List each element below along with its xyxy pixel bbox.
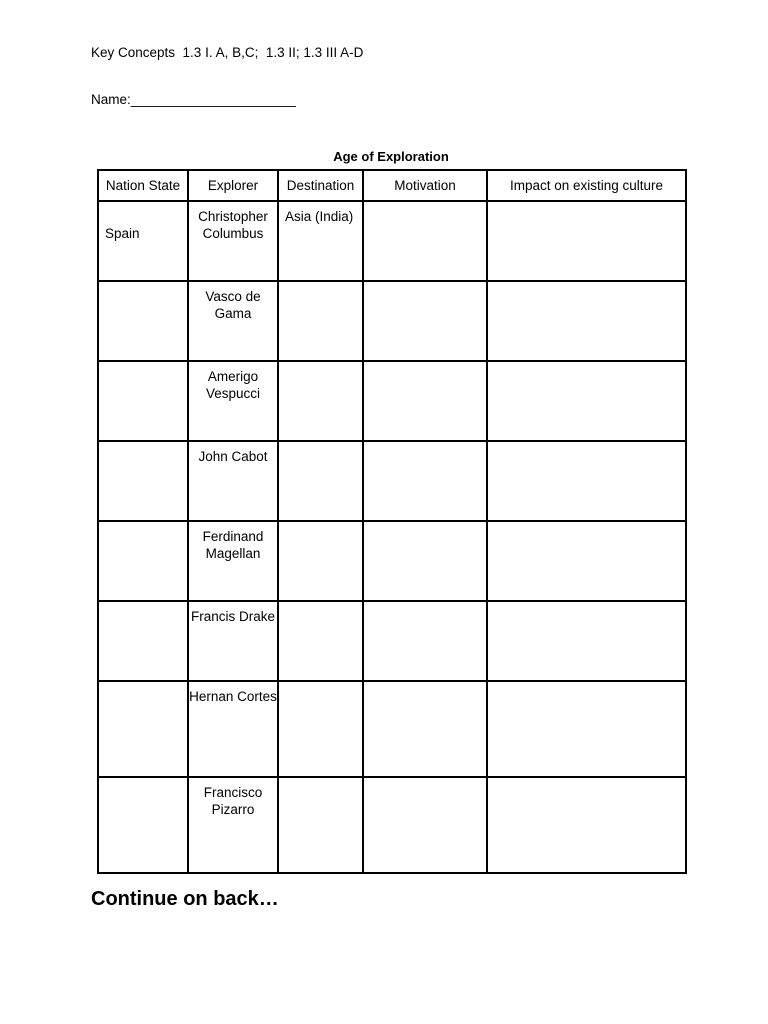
- motivation-cell: [363, 601, 487, 681]
- explorer-cell: [188, 601, 278, 681]
- destination-cell: [278, 601, 363, 681]
- column-header-motivation: Motivation: [363, 170, 487, 201]
- nation-state-cell: [98, 681, 188, 777]
- table-row: [98, 681, 686, 777]
- explorer-cell: [188, 361, 278, 441]
- nation-state-cell: [98, 777, 188, 873]
- nation-state-cell: [98, 521, 188, 601]
- explorer-name: Vasco de Gama: [205, 289, 261, 321]
- destination-cell: [278, 281, 363, 361]
- explorer-cell: [188, 681, 278, 777]
- exploration-table: [97, 169, 687, 874]
- explorer-cell: [188, 441, 278, 521]
- column-header-impact: Impact on existing culture: [487, 170, 686, 201]
- impact-cell: [487, 521, 686, 601]
- table-row: [98, 281, 686, 361]
- destination-text: Asia (India): [285, 209, 354, 224]
- impact-cell: [487, 441, 686, 521]
- destination-cell: [278, 201, 363, 281]
- impact-cell: [487, 361, 686, 441]
- explorer-name: Ferdinand Magellan: [202, 529, 264, 561]
- table-row: [98, 601, 686, 681]
- explorer-cell: [188, 201, 278, 281]
- explorer-name: Amerigo Vespucci: [205, 369, 261, 401]
- nation-state-text: Spain: [105, 226, 140, 241]
- motivation-cell: [363, 777, 487, 873]
- motivation-cell: [363, 201, 487, 281]
- nation-state-cell: [98, 441, 188, 521]
- impact-cell: [487, 777, 686, 873]
- explorer-cell: [188, 281, 278, 361]
- key-concepts-line: Key Concepts 1.3 I. A, B,C; 1.3 II; 1.3 III A-D: [91, 45, 364, 60]
- nation-state-cell: [98, 281, 188, 361]
- destination-cell: [278, 521, 363, 601]
- continue-on-back-note: Continue on back…: [91, 888, 279, 910]
- explorer-cell: [188, 777, 278, 873]
- destination-cell: [278, 777, 363, 873]
- nation-state-cell: [98, 601, 188, 681]
- table-header-row: [98, 170, 686, 201]
- column-header-destination: Destination: [278, 170, 363, 201]
- table-row: [98, 441, 686, 521]
- table-row: [98, 201, 686, 281]
- table-row: [98, 521, 686, 601]
- impact-cell: [487, 201, 686, 281]
- table-title: Age of Exploration: [333, 149, 449, 164]
- motivation-cell: [363, 681, 487, 777]
- explorer-cell: [188, 521, 278, 601]
- table-row: [98, 361, 686, 441]
- motivation-cell: [363, 441, 487, 521]
- impact-cell: [487, 281, 686, 361]
- explorer-name: Francisco Pizarro: [203, 785, 263, 817]
- table-row: [98, 777, 686, 873]
- explorer-name: Francis Drake: [190, 609, 276, 624]
- destination-cell: [278, 681, 363, 777]
- nation-state-cell: [98, 361, 188, 441]
- nation-state-cell: [98, 201, 188, 281]
- destination-cell: [278, 441, 363, 521]
- explorer-name: Hernan Cortes: [189, 689, 277, 704]
- destination-cell: [278, 361, 363, 441]
- impact-cell: [487, 681, 686, 777]
- motivation-cell: [363, 361, 487, 441]
- motivation-cell: [363, 521, 487, 601]
- motivation-cell: [363, 281, 487, 361]
- explorer-name: John Cabot: [198, 449, 268, 464]
- column-header-nation-state: Nation State: [98, 170, 188, 201]
- name-field-line: Name:______________________: [91, 92, 296, 107]
- impact-cell: [487, 601, 686, 681]
- column-header-explorer: Explorer: [188, 170, 278, 201]
- explorer-name: Christopher Columbus: [198, 209, 268, 241]
